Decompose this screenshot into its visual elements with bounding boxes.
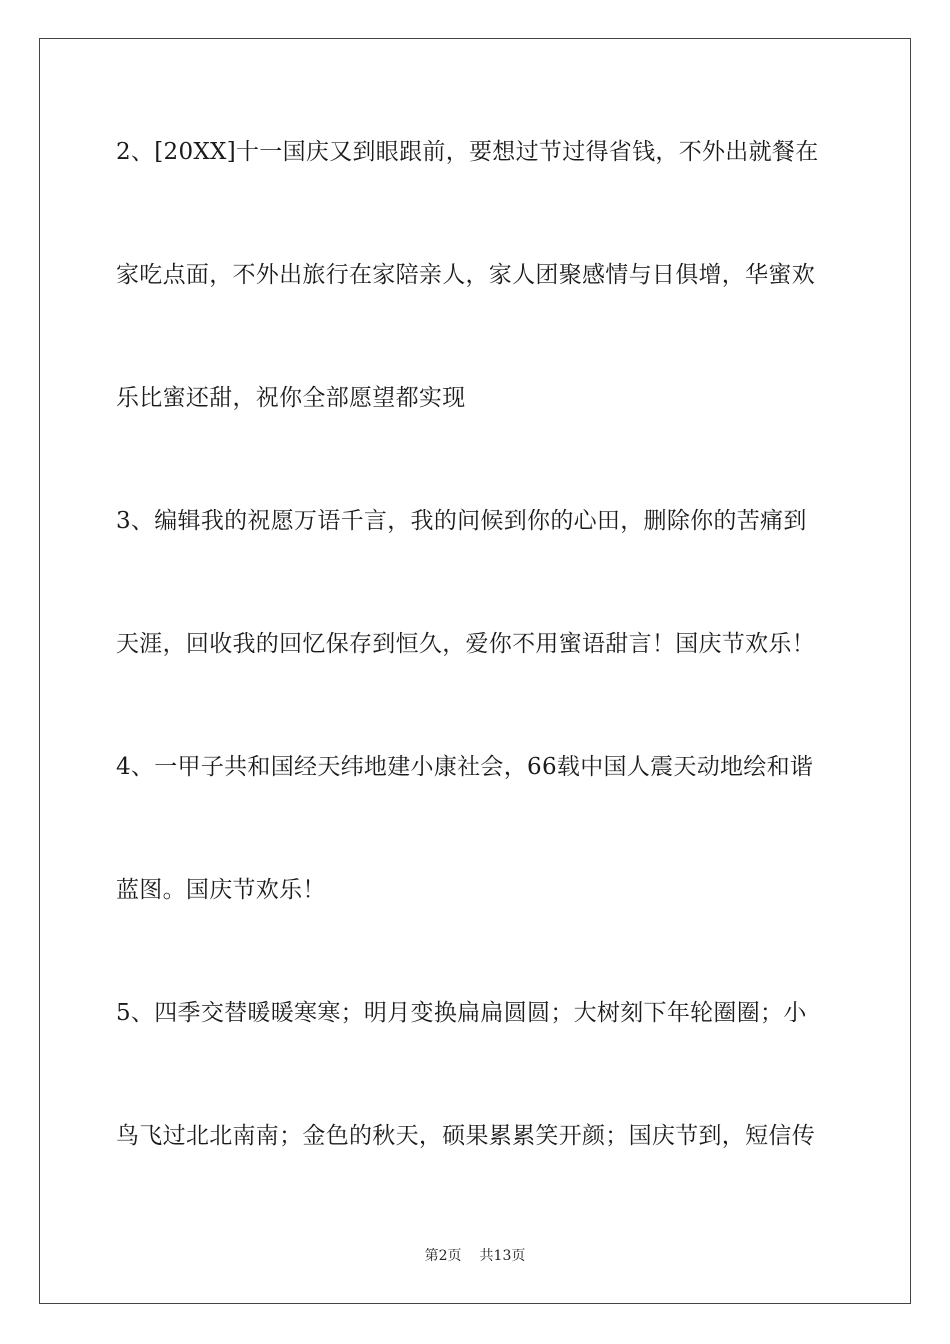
text-line-5: 天涯，回收我的回忆保存到恒久，爱你不用蜜语甜言！国庆节欢乐！: [116, 631, 815, 657]
page-frame: [39, 38, 911, 1304]
page-number: 第2页: [424, 1248, 462, 1264]
text-line-1: 2、[20XX]十一国庆又到眼跟前，要想过节过得省钱，不外出就餐在: [116, 139, 819, 165]
text-line-9: 鸟飞过北北南南；金色的秋天，硕果累累笑开颜；国庆节到，短信传: [116, 1123, 815, 1149]
page-total: 共13页: [479, 1248, 526, 1264]
text-line-8: 5、四季交替暖暖寒寒；明月变换扁扁圆圆；大树刻下年轮圈圈；小: [116, 1000, 807, 1026]
text-line-7: 蓝图。国庆节欢乐！: [116, 877, 326, 903]
text-line-3: 乐比蜜还甜，祝你全部愿望都实现: [116, 385, 466, 411]
text-line-2: 家吃点面，不外出旅行在家陪亲人，家人团聚感情与日俱增，华蜜欢: [116, 262, 815, 288]
page-footer: [0, 1247, 950, 1265]
text-line-4: 3、编辑我的祝愿万语千言，我的问候到你的心田，删除你的苦痛到: [116, 508, 807, 534]
text-line-6: 4、一甲子共和国经天纬地建小康社会，66载中国人震天动地绘和谐: [116, 754, 814, 780]
